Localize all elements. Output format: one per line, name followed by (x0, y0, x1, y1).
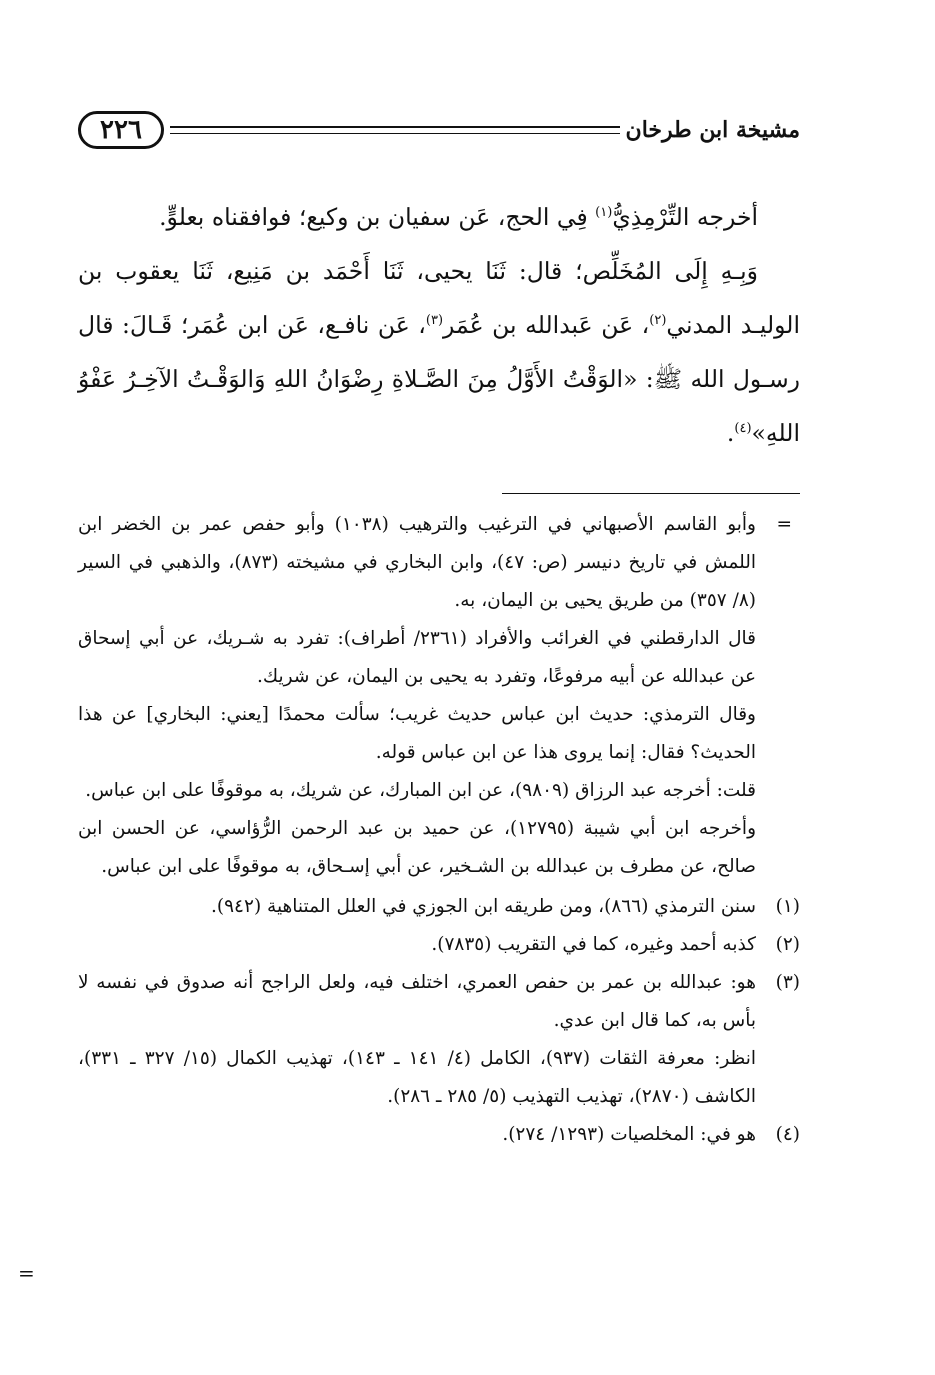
continuation-end-mark: = (18, 1261, 35, 1285)
footnote-text: هو: عبدالله بن عمر بن حفص العمري، اختلف فيه، ولعل الراجح أنه صدوق في نفسه لا بأس به، كما قال ابن عدي. (78, 972, 756, 1031)
footnote-text: كذبه أحمد وغيره، كما في التقريب (٧٨٣٥). (431, 934, 756, 955)
running-title: مشيخة ابن طرخان (625, 117, 800, 143)
footnotes (78, 506, 800, 1154)
continuation-paragraph: قال الدارقطني في الغرائب والأفراد (٢٣٦١/ أطراف): تفرد به شـريك، عن أبي إسحاق عن عبدالله عن أبيه مرفوعًا، وتفرد به يحيى بن اليمان، عن شريك. (78, 628, 756, 687)
footnote-ref-3[interactable]: (٣) (425, 313, 444, 329)
footnote-3 (78, 964, 800, 1116)
footnote-number: (٣) (775, 972, 800, 993)
paragraph-2: وَبِـهِ إِلَى المُخَلِّص؛ قال: ثَنَا يحيى، ثَنَا أَحْمَد بن مَنِيع، ثَنَا يعقوب بن الوليـد المدني$^{(٢)}$، عَن عَبدالله بن عُمَر$^{(٣)}$، عَن نافـع، عَن ابن عُمَر؛ قَـالَ: قال رسـول الله ﷺ: «الوَقْتُ الأَوَّلُ مِنَ الصَّـلاةِ رِضْوَانُ اللهِ وَالوَقْـتُ الآخِـرُ عَفْوُ اللهِ»$^{(٤)}$. (78, 257, 800, 447)
footnote-text: سنن الترمذي (٨٦٦)، ومن طريقه ابن الجوزي في العلل المتناهية (٩٤٢). (211, 896, 756, 917)
continuation-paragraph: وأخرجه ابن أبي شيبة (١٢٧٩٥)، عن حميد بن عبد الرحمن الرُّؤاسي، عن الحسن ابن صالح، عن مطرف بن عبدالله بن الشـخير، عن أبي إسـحاق، به موقوفًا على ابن عباس. (78, 818, 756, 877)
footnote-separator (502, 493, 800, 494)
footnote-ref-2[interactable]: (٢) (649, 313, 667, 329)
footnote-text: هو في: المخلصيات (١٢٩٣/ ٢٧٤). (502, 1124, 756, 1145)
footnote-2 (78, 926, 800, 964)
continuation-mark: = (776, 514, 792, 535)
footnote-number: (٢) (775, 934, 800, 955)
continuation-paragraph: وأبو القاسم الأصبهاني في الترغيب والترهيب (١٠٣٨) وأبو حفص عمر بن الخضر ابن اللمش في تاريخ دنيسر (ص: ٤٧)، وابن البخاري في مشيخته (٨٧٣)، والذهبي في السير (٨/ ٣٥٧) من طريق يحيى بن اليمان، به. (78, 514, 757, 611)
footnote-number: (٤) (775, 1124, 800, 1145)
page-number: ٢٢٦ (78, 111, 164, 149)
footnote-4 (78, 1116, 800, 1154)
footnote-ref-4[interactable]: (٤) (734, 421, 752, 437)
footnote-number: (١) (775, 896, 800, 917)
paragraph-1: أخرجه التِّرْمِذِيُّ$^{(١)}$ فِي الحج، عَن سفيان بن وكيع؛ فوافقناه بعلوٍّ. (159, 203, 758, 231)
main-text (78, 190, 800, 460)
footnote-continuation (78, 506, 800, 886)
page-header (78, 108, 800, 152)
footnote-1 (78, 888, 800, 926)
footnote-text: انظر: معرفة الثقات (٩٣٧)، الكامل (٤/ ١٤١ ـ ١٤٣)، تهذيب الكمال (١٥/ ٣٢٧ ـ ٣٣١)، الكاشف (٢٨٧٠)، تهذيب التهذيب (٥/ ٢٨٥ ـ ٢٨٦). (78, 1048, 756, 1107)
header-rule (170, 126, 620, 134)
footnote-ref-1[interactable]: (١) (595, 205, 613, 221)
continuation-paragraph: وقال الترمذي: حديث ابن عباس حديث غريب؛ سألت محمدًا [يعني: البخاري] عن هذا الحديث؟ فقال: إنما يروى هذا عن ابن عباس قوله. (78, 704, 756, 763)
continuation-paragraph: قلت: أخرجه عبد الرزاق (٩٨٠٩)، عن ابن المبارك، عن شريك، به موقوفًا على ابن عباس. (85, 780, 756, 801)
